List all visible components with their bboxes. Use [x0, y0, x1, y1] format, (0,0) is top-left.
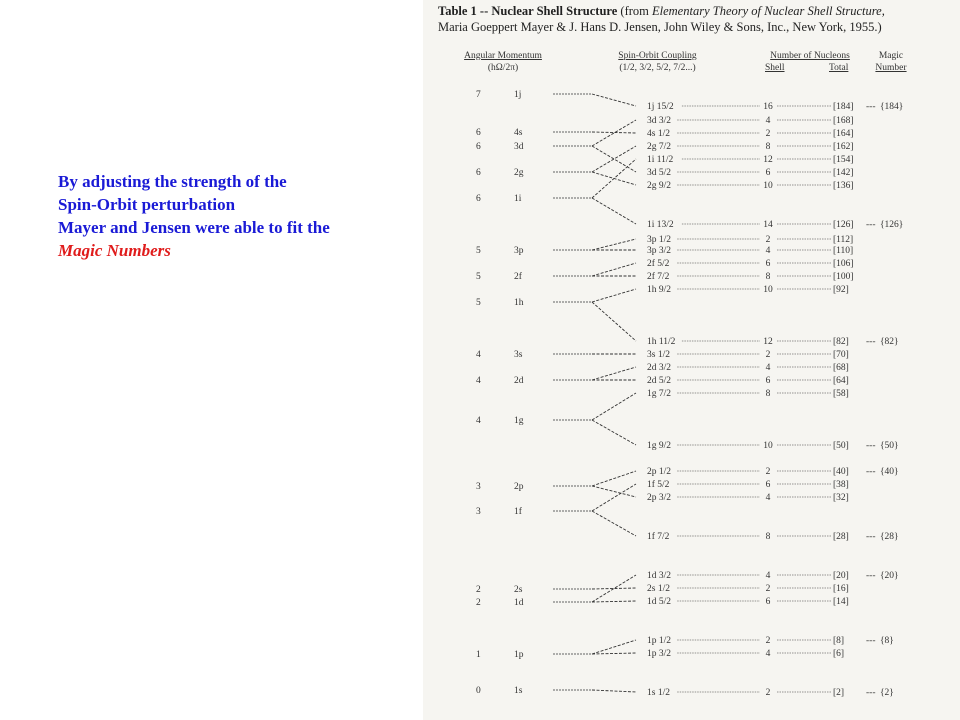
level-name-2g: 2g — [514, 168, 524, 178]
state-total-2f-5-2: [106] — [833, 259, 854, 269]
state-shell-1s-1-2: 2 — [765, 688, 771, 698]
level-name-3d: 3d — [514, 142, 524, 152]
state-label-1p-3-2: 1p 3/2 — [647, 649, 672, 659]
magic-number-1s-1-2: {2} — [880, 688, 894, 698]
level-n-1: 6 — [476, 128, 481, 138]
column-header-total: Total — [829, 63, 849, 73]
column-header-magic: Magic Number — [875, 51, 907, 73]
table-citation: Maria Goeppert Mayer & J. Hans D. Jensen, John Wiley & Sons, Inc., New York, 1955.) — [438, 20, 882, 34]
state-label-2p-3-2: 2p 3/2 — [647, 493, 672, 503]
magic-dash-1p-1-2: --- — [866, 636, 876, 646]
state-total-3p-3-2: [110] — [833, 246, 854, 256]
state-total-2d-3-2: [68] — [833, 363, 849, 373]
split-connector-4s-2 — [592, 132, 636, 133]
state-total-3d-5-2: [142] — [833, 168, 854, 178]
level-n-12: 3 — [476, 507, 481, 517]
magic-number-1d-3-2: {20} — [880, 571, 899, 581]
state-label-2f-5-2: 2f 5/2 — [647, 259, 670, 269]
level-name-2d: 2d — [514, 376, 524, 386]
level-n-6: 5 — [476, 272, 481, 282]
split-connector-2d-15 — [592, 367, 636, 380]
state-shell-3p-3-2: 4 — [765, 246, 771, 256]
state-shell-1f-7-2: 8 — [765, 532, 771, 542]
state-label-1i-11-2: 1i 11/2 — [647, 155, 674, 165]
state-total-1h-9-2: [92] — [833, 285, 849, 295]
state-total-1f-7-2: [28] — [833, 532, 849, 542]
magic-dash-1f-7-2: --- — [866, 532, 876, 542]
state-label-3s-1-2: 3s 1/2 — [647, 350, 670, 360]
state-label-1j-15-2: 1j 15/2 — [647, 102, 674, 112]
state-shell-1d-5-2: 6 — [765, 597, 771, 607]
state-total-2g-9-2: [136] — [833, 181, 854, 191]
state-label-1f-5-2: 1f 5/2 — [647, 480, 670, 490]
state-shell-2g-7-2: 8 — [765, 142, 771, 152]
split-connector-1p-26 — [592, 640, 636, 654]
state-label-1g-7-2: 1g 7/2 — [647, 389, 672, 399]
state-shell-1h-9-2: 10 — [763, 285, 773, 295]
state-total-2g-7-2: [162] — [833, 142, 854, 152]
level-name-2p: 2p — [514, 482, 524, 492]
split-connector-1d-25 — [592, 601, 636, 602]
state-label-2d-3-2: 2d 3/2 — [647, 363, 672, 373]
state-label-2g-9-2: 2g 9/2 — [647, 181, 672, 191]
column-header-nucleons: Number of Nucleons — [770, 51, 850, 61]
column-header-shell: Shell — [765, 63, 785, 73]
split-connector-3p-8 — [592, 239, 636, 250]
magic-dash-1h-11-2: --- — [866, 337, 876, 347]
state-total-2s-1-2: [16] — [833, 584, 849, 594]
level-n-7: 5 — [476, 298, 481, 308]
state-shell-2f-7-2: 8 — [765, 272, 771, 282]
level-name-1p: 1p — [514, 650, 524, 660]
magic-dash-1i-13-2: --- — [866, 220, 876, 230]
magic-number-1i-13-2: {126} — [880, 220, 904, 230]
state-label-1s-1-2: 1s 1/2 — [647, 688, 670, 698]
level-n-3: 6 — [476, 168, 481, 178]
state-total-1g-7-2: [58] — [833, 389, 849, 399]
state-label-2f-7-2: 2f 7/2 — [647, 272, 670, 282]
magic-number-1p-1-2: {8} — [880, 636, 894, 646]
level-name-1g: 1g — [514, 416, 524, 426]
magic-number-1f-7-2: {28} — [880, 532, 899, 542]
state-shell-4s-1-2: 2 — [765, 129, 771, 139]
state-shell-1p-3-2: 4 — [765, 649, 771, 659]
state-total-3p-1-2: [112] — [833, 235, 854, 245]
split-connector-1g-17 — [592, 393, 636, 420]
split-connector-2p-19 — [592, 471, 636, 486]
state-shell-2d-3-2: 4 — [765, 363, 771, 373]
level-n-13: 2 — [476, 585, 481, 595]
state-label-2p-1-2: 2p 1/2 — [647, 467, 672, 477]
state-shell-1g-7-2: 8 — [765, 389, 771, 399]
state-total-1j-15-2: [184] — [833, 102, 854, 112]
state-label-2d-5-2: 2d 5/2 — [647, 376, 672, 386]
state-total-2d-5-2: [64] — [833, 376, 849, 386]
state-label-2g-7-2: 2g 7/2 — [647, 142, 672, 152]
state-label-3d-5-2: 3d 5/2 — [647, 168, 672, 178]
state-shell-1i-13-2: 14 — [763, 220, 773, 230]
caption-line-2: Spin-Orbit perturbation — [58, 195, 236, 214]
state-shell-2p-3-2: 4 — [765, 493, 771, 503]
state-total-4s-1-2: [164] — [833, 129, 854, 139]
level-name-4s: 4s — [514, 128, 523, 138]
state-total-2p-3-2: [32] — [833, 493, 849, 503]
split-connector-2p-21 — [592, 486, 636, 497]
split-connector-2f-10 — [592, 263, 636, 276]
level-name-1i: 1i — [514, 194, 522, 204]
state-label-1p-1-2: 1p 1/2 — [647, 636, 672, 646]
level-n-11: 3 — [476, 482, 481, 492]
state-shell-2d-5-2: 6 — [765, 376, 771, 386]
magic-dash-1s-1-2: --- — [866, 688, 876, 698]
state-shell-2p-1-2: 2 — [765, 467, 771, 477]
state-total-3s-1-2: [70] — [833, 350, 849, 360]
state-label-1d-3-2: 1d 3/2 — [647, 571, 672, 581]
state-total-2p-1-2: [40] — [833, 467, 849, 477]
state-total-1i-11-2: [154] — [833, 155, 854, 165]
magic-dash-1g-9-2: --- — [866, 441, 876, 451]
split-connector-1f-22 — [592, 511, 636, 536]
split-connector-1i-4 — [592, 159, 636, 198]
state-total-3d-3-2: [168] — [833, 116, 854, 126]
state-shell-1f-5-2: 6 — [765, 480, 771, 490]
level-n-2: 6 — [476, 142, 481, 152]
level-n-9: 4 — [476, 376, 481, 386]
state-total-1g-9-2: [50] — [833, 441, 849, 451]
level-n-8: 4 — [476, 350, 481, 360]
level-n-14: 2 — [476, 598, 481, 608]
split-connector-1h-12 — [592, 289, 636, 302]
split-connector-1i-7 — [592, 198, 636, 224]
magic-number-1g-9-2: {50} — [880, 441, 899, 451]
split-connector-1h-13 — [592, 302, 636, 341]
state-label-1f-7-2: 1f 7/2 — [647, 532, 670, 542]
state-total-1f-5-2: [38] — [833, 480, 849, 490]
state-shell-2f-5-2: 6 — [765, 259, 771, 269]
state-shell-3s-1-2: 2 — [765, 350, 771, 360]
split-connector-2s-24 — [592, 588, 636, 589]
split-connector-1g-18 — [592, 420, 636, 445]
state-label-1h-9-2: 1h 9/2 — [647, 285, 672, 295]
level-n-4: 6 — [476, 194, 481, 204]
level-name-1d: 1d — [514, 598, 524, 608]
state-label-3d-3-2: 3d 3/2 — [647, 116, 672, 126]
state-total-2f-7-2: [100] — [833, 272, 854, 282]
state-shell-1p-1-2: 2 — [765, 636, 771, 646]
magic-number-1j-15-2: {184} — [880, 102, 904, 112]
magic-number-2p-1-2: {40} — [880, 467, 899, 477]
state-label-3p-1-2: 3p 1/2 — [647, 235, 672, 245]
level-n-0: 7 — [476, 90, 481, 100]
state-label-1d-5-2: 1d 5/2 — [647, 597, 672, 607]
state-shell-3d-3-2: 4 — [765, 116, 771, 126]
caption-line-1: By adjusting the strength of the — [58, 172, 287, 191]
state-shell-1g-9-2: 10 — [763, 441, 773, 451]
state-shell-1d-3-2: 4 — [765, 571, 771, 581]
state-total-1p-1-2: [8] — [833, 636, 845, 646]
column-header-spin-orbit: Spin-Orbit Coupling (1/2, 3/2, 5/2, 7/2...) — [618, 51, 697, 73]
level-n-16: 0 — [476, 686, 481, 696]
state-label-2s-1-2: 2s 1/2 — [647, 584, 670, 594]
column-header-angular: Angular Momentum (hΩ/2π) — [464, 51, 542, 73]
level-n-5: 5 — [476, 246, 481, 256]
table-title-italic: Elementary Theory of Nuclear Shell Structure, — [652, 4, 885, 18]
state-label-1h-11-2: 1h 11/2 — [647, 337, 676, 347]
state-shell-2g-9-2: 10 — [763, 181, 773, 191]
level-name-3p: 3p — [514, 246, 524, 256]
state-label-4s-1-2: 4s 1/2 — [647, 129, 670, 139]
magic-number-1h-11-2: {82} — [880, 337, 899, 347]
state-total-1p-3-2: [6] — [833, 649, 845, 659]
magic-dash-1j-15-2: --- — [866, 102, 876, 112]
split-connector-1j-0 — [592, 94, 636, 106]
level-name-1f: 1f — [514, 507, 522, 517]
level-name-2s: 2s — [514, 585, 523, 595]
caption-line-3: Mayer and Jensen were able to fit the — [58, 218, 330, 237]
state-total-1d-5-2: [14] — [833, 597, 849, 607]
state-total-1h-11-2: [82] — [833, 337, 849, 347]
state-total-1d-3-2: [20] — [833, 571, 849, 581]
state-shell-1i-11-2: 12 — [763, 155, 773, 165]
caption-magic-numbers: Magic Numbers — [58, 241, 171, 260]
state-shell-1h-11-2: 12 — [763, 337, 773, 347]
level-name-3s: 3s — [514, 350, 523, 360]
state-total-1i-13-2: [126] — [833, 220, 854, 230]
state-label-1g-9-2: 1g 9/2 — [647, 441, 672, 451]
state-shell-3d-5-2: 6 — [765, 168, 771, 178]
state-label-1i-13-2: 1i 13/2 — [647, 220, 674, 230]
table-title-bold: Table 1 -- Nuclear Shell Structure — [438, 4, 618, 18]
level-name-1j: 1j — [514, 90, 522, 100]
level-name-1h: 1h — [514, 298, 524, 308]
level-n-15: 1 — [476, 650, 481, 660]
magic-dash-2p-1-2: --- — [866, 467, 876, 477]
magic-dash-1d-3-2: --- — [866, 571, 876, 581]
table-title-rest: (from — [617, 4, 652, 18]
state-shell-2s-1-2: 2 — [765, 584, 771, 594]
state-label-3p-3-2: 3p 3/2 — [647, 246, 672, 256]
level-name-2f: 2f — [514, 272, 522, 282]
state-total-1s-1-2: [2] — [833, 688, 845, 698]
split-connector-1p-27 — [592, 653, 636, 654]
state-shell-3p-1-2: 2 — [765, 235, 771, 245]
level-n-10: 4 — [476, 416, 481, 426]
state-shell-1j-15-2: 16 — [763, 102, 773, 112]
level-name-1s: 1s — [514, 686, 523, 696]
split-connector-1s-28 — [592, 690, 636, 692]
